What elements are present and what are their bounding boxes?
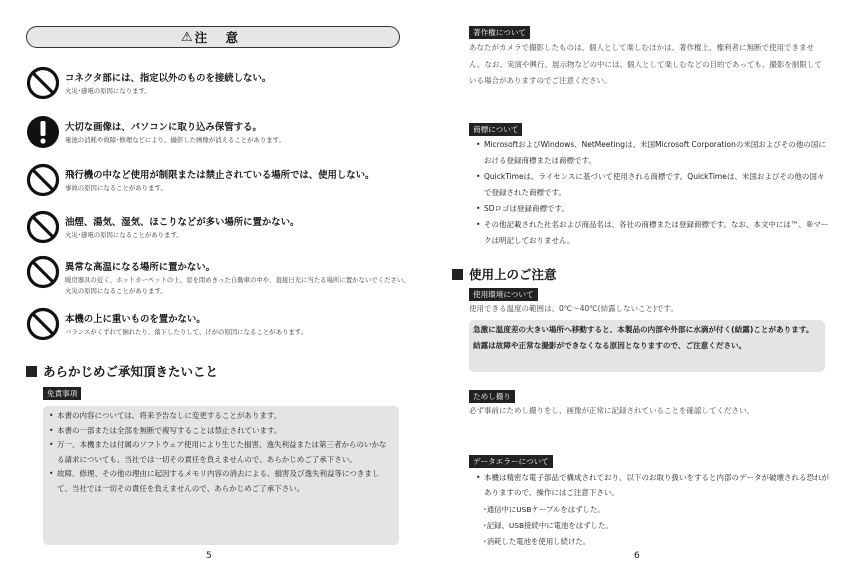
- warning-triangle-icon: ⚠: [180, 29, 193, 45]
- caution-item-subtitle: 事故の原因になることがあります。: [65, 184, 167, 192]
- page-number: 6: [634, 551, 640, 561]
- section-heading: [452, 265, 557, 283]
- caution-item-subtitle: 暖房器具の近く、ホットカーペットの上、窓を閉めきった自動車の中や、直接日光に当たる場所に置かないでください。火災の原因になることがあります。: [65, 276, 410, 295]
- data-error-list: [477, 502, 817, 550]
- exclamation-icon: [26, 115, 60, 149]
- prohibition-icon: [26, 163, 60, 197]
- caution-item-subtitle: 電池の消耗や故障･修理などにより、撮影した画像が消えることがあります。: [65, 136, 285, 144]
- environment-text: 使用できる温度の範囲は、0℃〜40℃(結露しないこと)です。: [469, 304, 678, 313]
- caution-item-title: 飛行機の中など使用が制限または禁止されている場所では、使用しない。: [65, 170, 375, 181]
- trademark-list: [476, 137, 831, 249]
- test-shot-text: 必ず事前にためし撮りをし、画像が正常に記録されていることを確認してください。: [469, 406, 754, 415]
- list-item: • 故障、修理、その他の理由に起因するメモリ内容の消去による、損害及び逸失利益等につきまして、当社では一切その責任を負えませんので、あらかじめご了承下さい。: [49, 467, 391, 496]
- data-error-label: データエラーについて: [469, 455, 553, 468]
- caution-header: [26, 26, 400, 48]
- caution-item-title: 異常な高温になる場所に置かない。: [65, 262, 216, 273]
- list-item: ･消耗した電池を使用し続けた。: [483, 537, 591, 546]
- trademark-label: 商標について: [469, 123, 522, 136]
- caution-item-subtitle: 火災･感電の原因になることがあります。: [65, 231, 183, 239]
- caution-item-title: 油煙、湯気、湿気、ほこりなどが多い場所に置かない。: [65, 217, 300, 228]
- list-item: • SDロゴは登録商標です。: [476, 201, 831, 217]
- section-heading-text: あらかじめご承知頂きたいこと: [43, 364, 219, 379]
- caution-item-title: 本機の上に重いものを置かない。: [65, 314, 206, 325]
- list-item: • MicrosoftおよびWindows、NetMeetingは、米国Microsoft Corporationの米国およびその他の国における登録商標または商標です。: [476, 137, 831, 169]
- list-item: • その他記載された社名および商品名は、各社の商標または登録商標です。なお、本文中には™、®マークは明記しておりません。: [476, 217, 831, 249]
- caution-item-subtitle: バランスがくずれて倒れたり、落下したりして、けがの原因になることがあります。: [65, 328, 308, 336]
- list-item: • QuickTimeは、ライセンスに基づいて使用される商標です。QuickTimeは、米国およびその他の国々で登録された商標です。: [476, 169, 831, 201]
- caution-item-title: コネクタ部には、指定以外のものを接続しない。: [65, 73, 272, 84]
- list-item: • 本機は精密な電子部品で構成されており、以下のお取り扱いをすると内部のデータが破壊される恐れがありますので、操作にはご注意下さい。: [476, 470, 831, 500]
- list-item: ･通信中にUSBケーブルをはずした。: [483, 505, 605, 514]
- test-shot-label: ためし撮り: [469, 390, 515, 403]
- copyright-label: 著作権について: [469, 26, 530, 39]
- page-number: 5: [206, 551, 212, 561]
- caution-item-subtitle: 火災･感電の原因になります。: [65, 87, 151, 95]
- list-item: • 本書の内容については、将来予告なしに変更することがあります。: [49, 409, 391, 424]
- copyright-text: あなたがカメラで撮影したものは、個人として楽しむほかは、著作権上、権利者に無断で使用できません。なお、実演や興行、展示物などの中には、個人として楽しむなどの目的であっても、撮影を制限している場合がありますのでご注意ください。: [469, 43, 822, 85]
- disclaimer-label: 免責事項: [43, 387, 81, 400]
- list-item: • 万一、本機または付属のソフトウェア使用により生じた損害、逸失利益または第三者からのいかなる請求についても、当社では一切その責任を負えませんので、あらかじめご了承下さい。: [49, 438, 391, 467]
- prohibition-icon: [26, 66, 60, 100]
- prohibition-icon: [26, 210, 60, 244]
- data-error-intro-list: [476, 470, 831, 500]
- environment-label: 使用環境について: [469, 288, 538, 301]
- left-page: [0, 0, 425, 582]
- square-bullet-icon: [26, 366, 37, 377]
- disclaimer-box: [43, 406, 399, 545]
- environment-warning: 急激に温度差の大きい場所へ移動すると、本製品の内部や外部に水滴が付く(結露)ことがあります。結露は故障や正常な撮影ができなくなる原因となりますので、ご注意ください。: [473, 325, 814, 350]
- section-heading: [26, 362, 218, 380]
- list-item: • 本書の一部または全部を無断で複写することは禁止されています。: [49, 424, 391, 439]
- prohibition-icon: [26, 255, 60, 289]
- caution-item-title: 大切な画像は、パソコンに取り込み保管する。: [65, 122, 262, 133]
- section-heading-text: 使用上のご注意: [469, 267, 557, 282]
- environment-warning-box: [469, 320, 825, 372]
- list-item: ･記録、USB接続中に電池をはずした。: [483, 521, 613, 530]
- right-page: [426, 0, 851, 582]
- square-bullet-icon: [452, 269, 463, 280]
- disclaimer-list: [49, 409, 391, 497]
- caution-title: 注 意: [194, 30, 245, 45]
- prohibition-icon: [26, 307, 60, 341]
